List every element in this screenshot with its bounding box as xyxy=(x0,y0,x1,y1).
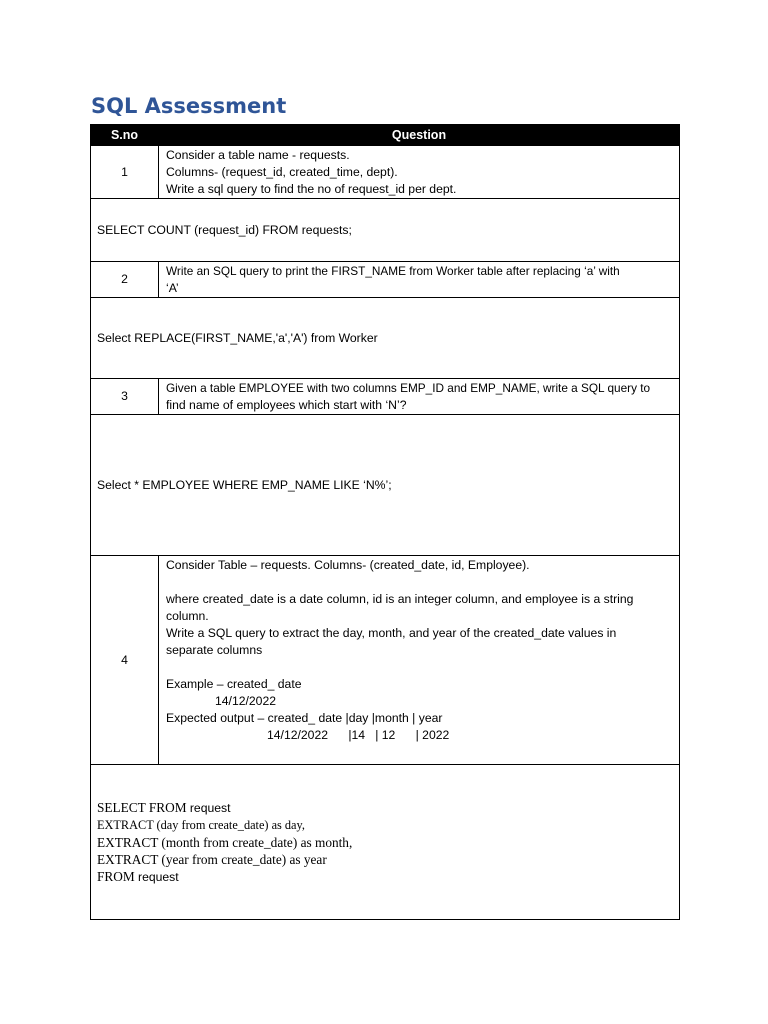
answer-4-line: FROM request xyxy=(97,868,179,884)
question-4-line: Consider Table – requests. Columns- (created_date, id, Employee). xyxy=(166,558,530,572)
question-4-line: Write a SQL query to extract the day, month, and year of the created_date values in xyxy=(166,626,617,640)
answer-4-line: EXTRACT (day from create_date) as day, xyxy=(97,817,305,832)
sno-cell-2: 2 xyxy=(91,262,159,298)
assessment-table xyxy=(90,124,680,920)
question-3-line: Given a table EMPLOYEE with two columns EMP_ID and EMP_NAME, write a SQL query to xyxy=(166,381,651,395)
question-3-line: find name of employees which start with ‘N’? xyxy=(166,398,407,412)
question-2-line: Write an SQL query to print the FIRST_NAME from Worker table after replacing ‘a’ with xyxy=(166,264,620,278)
answer-row-1 xyxy=(91,199,680,262)
answer-row-2 xyxy=(91,298,680,379)
answer-1: SELECT COUNT (request_id) FROM requests; xyxy=(91,199,680,262)
question-4-line: where created_date is a date column, id is an integer column, and employee is a string xyxy=(166,592,634,606)
header-question: Question xyxy=(159,125,680,146)
answer-3: Select * EMPLOYEE WHERE EMP_NAME LIKE ‘N%’; xyxy=(91,415,680,556)
question-4-example-value: 14/12/2022 xyxy=(215,694,276,708)
question-4-line: Expected output – created_ date |day |month | year xyxy=(166,711,443,725)
answer-row-3 xyxy=(91,415,680,556)
table-header-row xyxy=(91,125,680,146)
question-2-line: ‘A’ xyxy=(166,281,179,295)
sno-cell-1: 1 xyxy=(91,146,159,199)
question-1-line: Columns- (request_id, created_time, dept). xyxy=(166,165,398,179)
question-cell-4 xyxy=(159,556,680,765)
page-title: SQL Assessment xyxy=(91,94,287,118)
sno-cell-3: 3 xyxy=(91,379,159,415)
question-row-2 xyxy=(91,262,680,298)
question-cell-2 xyxy=(159,262,680,298)
answer-row-4 xyxy=(91,765,680,920)
answer-4-line: EXTRACT (year from create_date) as year xyxy=(97,851,327,867)
question-cell-3 xyxy=(159,379,680,415)
question-cell-1 xyxy=(159,146,680,199)
question-4-line: separate columns xyxy=(166,643,263,657)
answer-4-line: EXTRACT (month from create_date) as month, xyxy=(97,834,353,850)
answer-4 xyxy=(91,765,680,920)
question-row-3 xyxy=(91,379,680,415)
answer-2: Select REPLACE(FIRST_NAME,'a','A') from Worker xyxy=(91,298,680,379)
question-4-line: column. xyxy=(166,609,209,623)
question-4-line: Example – created_ date xyxy=(166,677,302,691)
question-row-4 xyxy=(91,556,680,765)
answer-4-line: SELECT FROM request xyxy=(97,799,231,815)
question-4-expected-values: 14/12/2022 |14 | 12 | 2022 xyxy=(267,728,450,742)
sno-cell-4: 4 xyxy=(91,556,159,765)
question-1-line: Write a sql query to find the no of request_id per dept. xyxy=(166,182,457,196)
header-sno: S.no xyxy=(91,125,159,146)
question-row-1 xyxy=(91,146,680,199)
question-1-line: Consider a table name - requests. xyxy=(166,148,350,162)
